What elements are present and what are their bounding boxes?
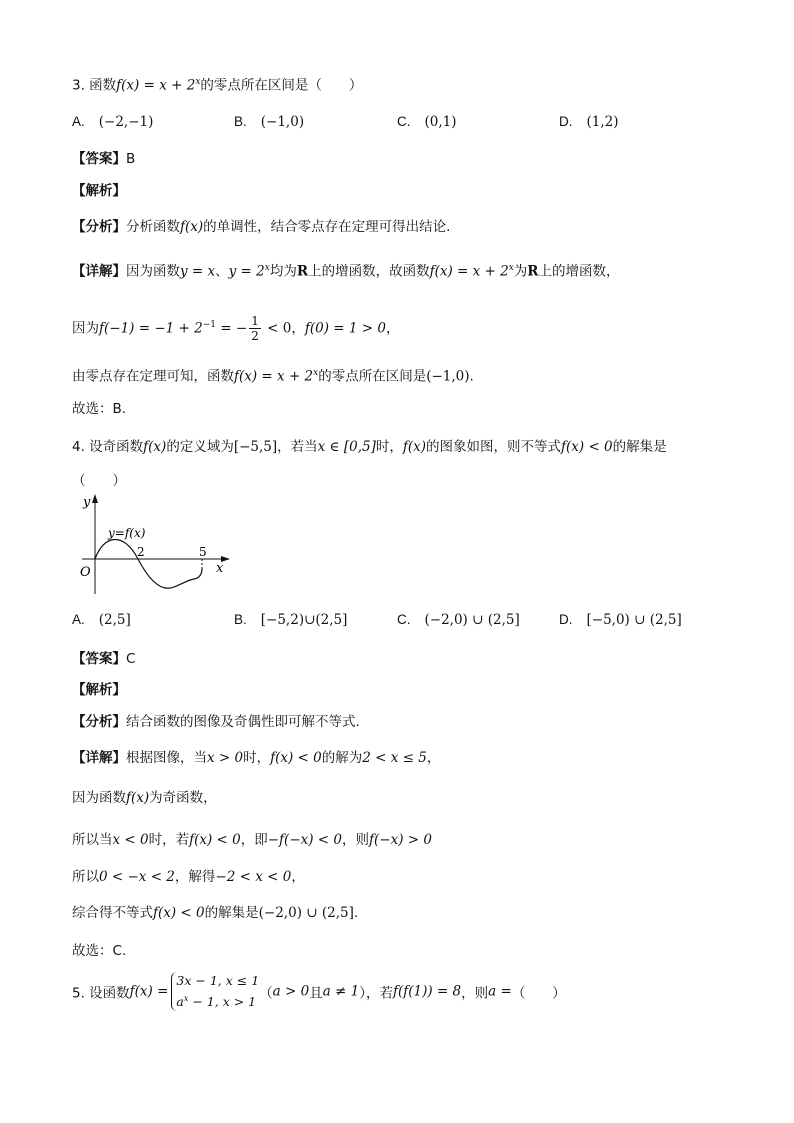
- q4-d5-text-a: 综合得不等式: [72, 905, 153, 921]
- q3-detail-text-b: 均为: [269, 263, 297, 280]
- q4-fenxi-text: 结合函数的图像及奇偶性即可解不等式.: [126, 714, 360, 730]
- q5-cond-text-c: ），若: [359, 985, 394, 1002]
- q3-detail-y1: y = x: [180, 263, 216, 280]
- q4-option-d-label: D.: [559, 612, 573, 627]
- q4-d4-formula-2: −2 < x < 0: [215, 869, 292, 885]
- q4-d1-formula-1: x > 0: [207, 750, 244, 766]
- q4-d1-end: ，: [426, 750, 441, 766]
- q3-detail-text-e: 上的增函数，: [538, 263, 620, 280]
- q4-d1-text-c: 的解为: [321, 750, 363, 766]
- q4-d2-text-b: 为奇函数，: [149, 790, 217, 806]
- q4-option-d[interactable]: [559, 612, 682, 628]
- q3-analysis-heading: [72, 181, 734, 201]
- q4-option-c[interactable]: [397, 612, 520, 628]
- q4-stem-text-d: 时，: [375, 439, 403, 455]
- q4-d4-text-b: ，解得: [174, 869, 216, 885]
- q3-option-a-label: A.: [72, 114, 85, 129]
- q4-choose: [72, 941, 734, 961]
- q5-case-2-rest: − 1, x > 1: [188, 994, 257, 1010]
- q5-cond-formula-2: a ≠ 1: [322, 983, 360, 1000]
- q4-stem-paren: [72, 471, 734, 491]
- q4-graph: [68, 492, 236, 602]
- q4-option-b-label: B.: [234, 612, 247, 627]
- q4-detail-line2: [72, 788, 734, 808]
- q4-stem-text-c: ，若当: [277, 439, 318, 455]
- q4-d5-formula-1: f(x) < 0: [153, 905, 205, 921]
- q3-stem: [72, 72, 734, 96]
- q4-analysis-tag: 【解析】: [72, 682, 126, 698]
- q3-line3-interval: (−1,0): [426, 368, 470, 385]
- q4-stem-fx: f(x): [143, 439, 167, 455]
- q4-stem-text-b: 的定义域为: [166, 439, 234, 455]
- q4-option-b-value: [−5,2)∪(2,5]: [260, 612, 348, 628]
- q5-cond-formula-4: a =: [488, 983, 512, 1000]
- q3-fenxi-text-a: 分析函数: [126, 219, 180, 235]
- q4-d1-text-a: 根据图像，当: [126, 750, 207, 766]
- q4-option-c-value: (−2,0) ∪ (2,5]: [424, 612, 520, 628]
- q3-stem-formula: f(x) = x + 2: [116, 77, 196, 94]
- q4-d3-text-a: 所以当: [72, 832, 113, 848]
- q3-choose-text: 故选：B.: [72, 401, 127, 417]
- q4-stem-inequality: f(x) < 0: [561, 439, 613, 455]
- q5-piecewise: [171, 972, 259, 1011]
- q3-detail-real-set-2: R: [527, 263, 539, 280]
- q3-line3-text-b: 的零点所在区间是: [318, 368, 427, 385]
- q4-option-c-label: C.: [397, 612, 411, 627]
- q3-detail-formula: f(x) = x + 2: [429, 263, 509, 280]
- q5-stem-text-a: 5. 设函数: [72, 985, 130, 1002]
- q4-d3-formula-2: f(x) < 0: [189, 832, 241, 848]
- q3-detail-text-d: 为: [513, 263, 528, 280]
- q3-detail-tag: 【详解】: [72, 263, 126, 280]
- q4-fenxi: [72, 712, 734, 732]
- q3-answer-value: B: [126, 151, 136, 167]
- q3-option-b-label: B.: [234, 114, 247, 129]
- q3-stem-exponent: x: [195, 77, 201, 87]
- q3-answer: [72, 149, 734, 169]
- q4-analysis-heading: [72, 680, 734, 700]
- q3-fenxi-text-b: 的单调性，结合零点存在定理可得出结论.: [203, 219, 451, 235]
- q4-d2-formula: f(x): [126, 790, 150, 806]
- q3-option-d-value: (1,2): [586, 114, 619, 130]
- q4-stem-text-e: 的图象如图，则不等式: [426, 439, 562, 455]
- q4-answer: [72, 649, 734, 669]
- q3-option-c-value: (0,1): [424, 114, 457, 130]
- q4-stem-text-a: 4. 设奇函数: [72, 439, 144, 455]
- q5-case-2-exp: x: [183, 994, 189, 1003]
- q3-line2-formula-1: f(−1) = −1 + 2: [99, 320, 203, 337]
- q3-option-c-label: C.: [397, 114, 411, 129]
- q3-line2-formula-2: = −: [216, 320, 248, 337]
- q4-d3-text-d: ，则: [342, 832, 369, 848]
- q4-fenxi-tag: 【分析】: [72, 714, 126, 730]
- q5-case-2-base: a: [176, 994, 184, 1010]
- q4-stem-domain: [−5,5]: [233, 439, 278, 455]
- q3-line2-sep: ，: [291, 320, 305, 337]
- q4-stem-text-f: 的解集是: [612, 439, 667, 455]
- q5-case-2: [176, 990, 259, 1011]
- q4-answer-tag: 【答案】: [72, 651, 126, 667]
- q3-option-c[interactable]: [397, 114, 457, 130]
- q4-d3-formula-1: x < 0: [112, 832, 149, 848]
- q4-d1-formula-2: f(x) < 0: [270, 750, 322, 766]
- q3-frac-den: 2: [251, 329, 259, 343]
- q3-line2-formula-3: < 0: [262, 320, 292, 337]
- q3-detail-real-set-1: R: [296, 263, 309, 280]
- q4-d3-formula-4: f(−x) > 0: [369, 832, 432, 848]
- q3-fenxi: [72, 217, 734, 237]
- q4-d4-formula-1: 0 < −x < 2: [99, 869, 175, 885]
- q3-detail-text-a: 因为函数: [126, 263, 180, 280]
- curve-label: y=f(x): [108, 526, 146, 540]
- q4-d2-text-a: 因为函数: [72, 790, 126, 806]
- q4-detail-line4: [72, 867, 734, 887]
- q3-fenxi-formula: f(x): [180, 219, 204, 235]
- q3-answer-tag: 【答案】: [72, 151, 126, 167]
- origin-label: O: [80, 565, 91, 580]
- q5-cond-and: 且: [309, 985, 323, 1002]
- q3-detail-y2-exp: x: [264, 263, 270, 273]
- q4-d1-formula-3: 2 < x ≤ 5: [362, 750, 427, 766]
- y-axis-label: y: [83, 495, 91, 510]
- q4-d5-end: .: [353, 905, 359, 921]
- q3-detail-formula-exp: x: [508, 263, 514, 273]
- q3-analysis-tag: 【解析】: [72, 183, 126, 199]
- q4-d5-formula-2: (−2,0) ∪ (2,5]: [258, 905, 354, 921]
- tick-label-2: 2: [137, 545, 145, 559]
- q3-line2-end: ，: [385, 320, 400, 337]
- q3-option-d-label: D.: [559, 114, 573, 129]
- q3-line2-fraction: [249, 314, 261, 343]
- q4-d3-formula-3: −f(−x) < 0: [267, 832, 342, 848]
- q4-detail-line5: [72, 903, 734, 923]
- q5-case-1: 3x − 1, x ≤ 1: [176, 973, 260, 988]
- function-curve: [95, 539, 202, 588]
- q4-choose-text: 故选：C.: [72, 943, 127, 959]
- q4-answer-value: C: [126, 651, 136, 667]
- q5-cond-open: （: [259, 985, 273, 1002]
- q5-cond-formula-1: a > 0: [272, 983, 310, 1000]
- q4-d1-text-b: 时，: [243, 750, 271, 766]
- q3-option-b-value: (−1,0): [260, 114, 305, 130]
- q4-option-b[interactable]: [234, 612, 347, 628]
- q4-option-a-label: A.: [72, 612, 85, 627]
- q3-detail-y2: y = 2: [228, 263, 265, 280]
- tick-label-5: 5: [199, 545, 207, 559]
- q3-choose: [72, 399, 734, 419]
- q3-option-d[interactable]: [559, 114, 619, 130]
- q4-d4-end: ，: [291, 869, 305, 885]
- q3-line3-formula: f(x) = x + 2: [234, 368, 314, 385]
- q3-option-a-value: (−2,−1): [98, 114, 154, 130]
- q5-cond-formula-3: f(f(1)) = 8: [393, 983, 462, 1000]
- q3-detail-sep: 、: [215, 263, 229, 280]
- q5-stem-fx: f(x) =: [129, 983, 169, 1000]
- q4-d4-text-a: 所以: [72, 869, 99, 885]
- q4-detail-line3: [72, 830, 734, 850]
- q3-option-a[interactable]: [72, 114, 153, 130]
- q4-option-d-value: [−5,0) ∪ (2,5]: [586, 612, 682, 628]
- q4-detail-line1: [72, 748, 734, 768]
- q4-option-a-value: (2,5]: [98, 612, 131, 628]
- q4-d3-text-b: 时，若: [148, 832, 190, 848]
- q4-stem: [72, 437, 734, 457]
- q3-detail-text-c: 上的增函数，故函数: [308, 263, 430, 280]
- q4-option-a[interactable]: [72, 612, 131, 628]
- q3-line3-end: .: [469, 368, 474, 385]
- q5-cond-paren: （ ）: [511, 985, 566, 1002]
- y-axis-arrow: [92, 494, 98, 503]
- q3-option-b[interactable]: [234, 114, 304, 130]
- q4-d5-text-b: 的解集是: [204, 905, 259, 921]
- q3-detail-line2: [72, 310, 734, 343]
- q3-detail-line3: [72, 363, 734, 387]
- q3-frac-num: 1: [251, 314, 259, 328]
- q4-paren-text: （ ）: [72, 473, 126, 489]
- q3-detail: [72, 258, 734, 282]
- q5-cond-text-d: ，则: [461, 985, 489, 1002]
- q3-options: [72, 114, 752, 136]
- q4-stem-fx2: f(x): [402, 439, 427, 455]
- q4-d3-text-c: ，即: [240, 832, 268, 848]
- q3-stem-lead: 3. 函数: [72, 77, 117, 94]
- q3-line3-text-a: 由零点存在定理可知，函数: [72, 368, 234, 385]
- x-axis-label: x: [216, 561, 224, 576]
- q3-line2-formula-4: f(0) = 1 > 0: [304, 320, 386, 337]
- q4-stem-x-in: x ∈ [0,5]: [317, 439, 376, 455]
- q3-stem-tail: 的零点所在区间是（ ）: [200, 77, 363, 94]
- q4-detail-tag: 【详解】: [72, 750, 126, 766]
- q3-line3-exp: x: [313, 368, 319, 378]
- q3-fenxi-tag: 【分析】: [72, 219, 126, 235]
- q3-line2-exp: −1: [202, 320, 216, 330]
- q4-options: [72, 612, 752, 634]
- q5-stem: [72, 972, 566, 1011]
- q3-line2-text-a: 因为: [72, 320, 99, 337]
